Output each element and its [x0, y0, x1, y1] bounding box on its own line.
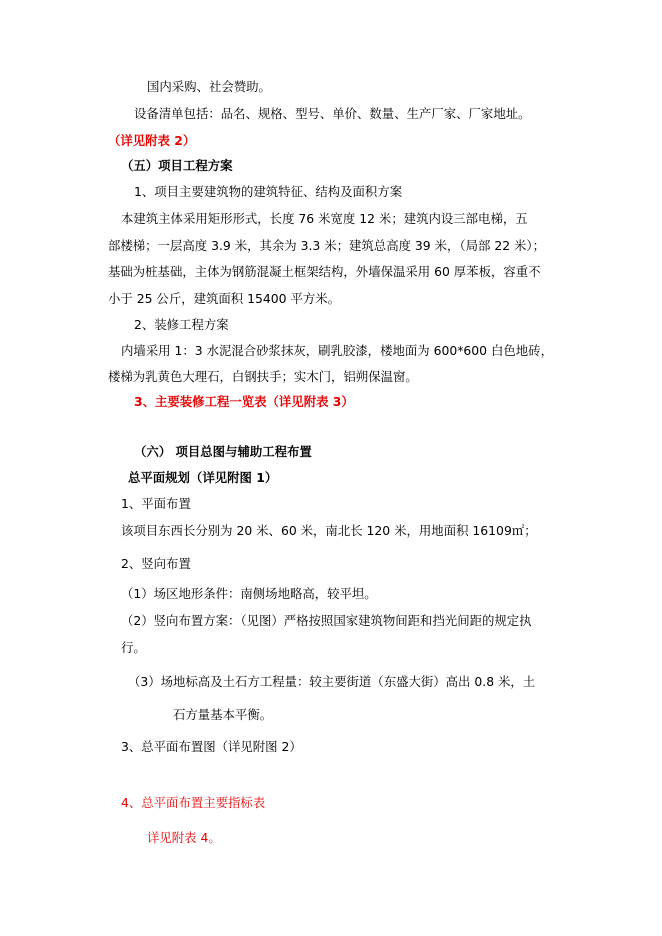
- subheading-vertical-layout: 2、竖向布置: [121, 556, 191, 571]
- text-equipment-list: 设备清单包括：品名、规格、型号、单价、数量、生产厂家、厂家地址。: [134, 106, 531, 121]
- heading-section-5: （五）项目工程方案: [121, 158, 233, 173]
- item-terrain: （1）场区地形条件：南侧场地略高，较平坦。: [121, 586, 377, 601]
- subheading-indicators-table: 4、总平面布置主要指标表: [121, 795, 266, 810]
- text-procurement: 国内采购、社会赞助。: [147, 79, 271, 94]
- subheading-decoration: 2、装修工程方案: [134, 317, 229, 332]
- item-earthwork-line-2: 石方量基本平衡。: [173, 707, 273, 722]
- ref-appendix-2: （详见附表 2）: [108, 133, 196, 148]
- heading-section-6: （六） 项目总图与辅助工程布置: [134, 444, 312, 459]
- subheading-site-plan-drawing: 3、总平面布置图（详见附图 2）: [121, 739, 302, 754]
- para-decoration-line-2: 楼梯为乳黄色大理石，白钢扶手；实木门，铝朔保温窗。: [108, 369, 418, 384]
- subheading-site-plan: 总平面规划（详见附图 1）: [128, 470, 278, 485]
- item-vertical-scheme-line-2: 行。: [121, 640, 146, 655]
- item-vertical-scheme-line-1: （2）竖向布置方案：（见图）严格按照国家建筑物间距和挡光间距的规定执: [121, 613, 532, 628]
- subheading-plane-layout: 1、平面布置: [121, 496, 191, 511]
- para-building-line-1: 本建筑主体采用矩形形式，长度 76 米宽度 12 米；建筑内设三部电梯，五: [121, 211, 528, 226]
- subheading-building-features: 1、项目主要建筑物的建筑特征、结构及面积方案: [134, 184, 403, 199]
- para-building-line-4: 小于 25 公斤，建筑面积 15400 平方米。: [108, 291, 341, 306]
- ref-appendix-4: 详见附表 4。: [147, 830, 221, 845]
- para-building-line-3: 基础为桩基础，主体为钢筋混凝土框架结构，外墙保温采用 60 厚苯板，容重不: [108, 264, 541, 279]
- para-site-area: 该项目东西长分别为 20 米、60 米，南北长 120 米，用地面积 16109㎡；: [121, 523, 537, 538]
- para-building-line-2: 部楼梯；一层高度 3.9 米，其余为 3.3 米；建筑总高度 39 米，（局部 22 米）；: [108, 238, 545, 253]
- para-decoration-line-1: 内墙采用 1：3 水泥混合砂浆抹灰，刷乳胶漆，楼地面为 600*600 白色地砖，: [121, 343, 553, 358]
- item-earthwork-line-1: （3）场地标高及土石方工程量：较主要街道（东盛大街）高出 0.8 米，土: [128, 674, 536, 689]
- ref-appendix-3: 3、主要装修工程一览表（详见附表 3）: [134, 394, 354, 409]
